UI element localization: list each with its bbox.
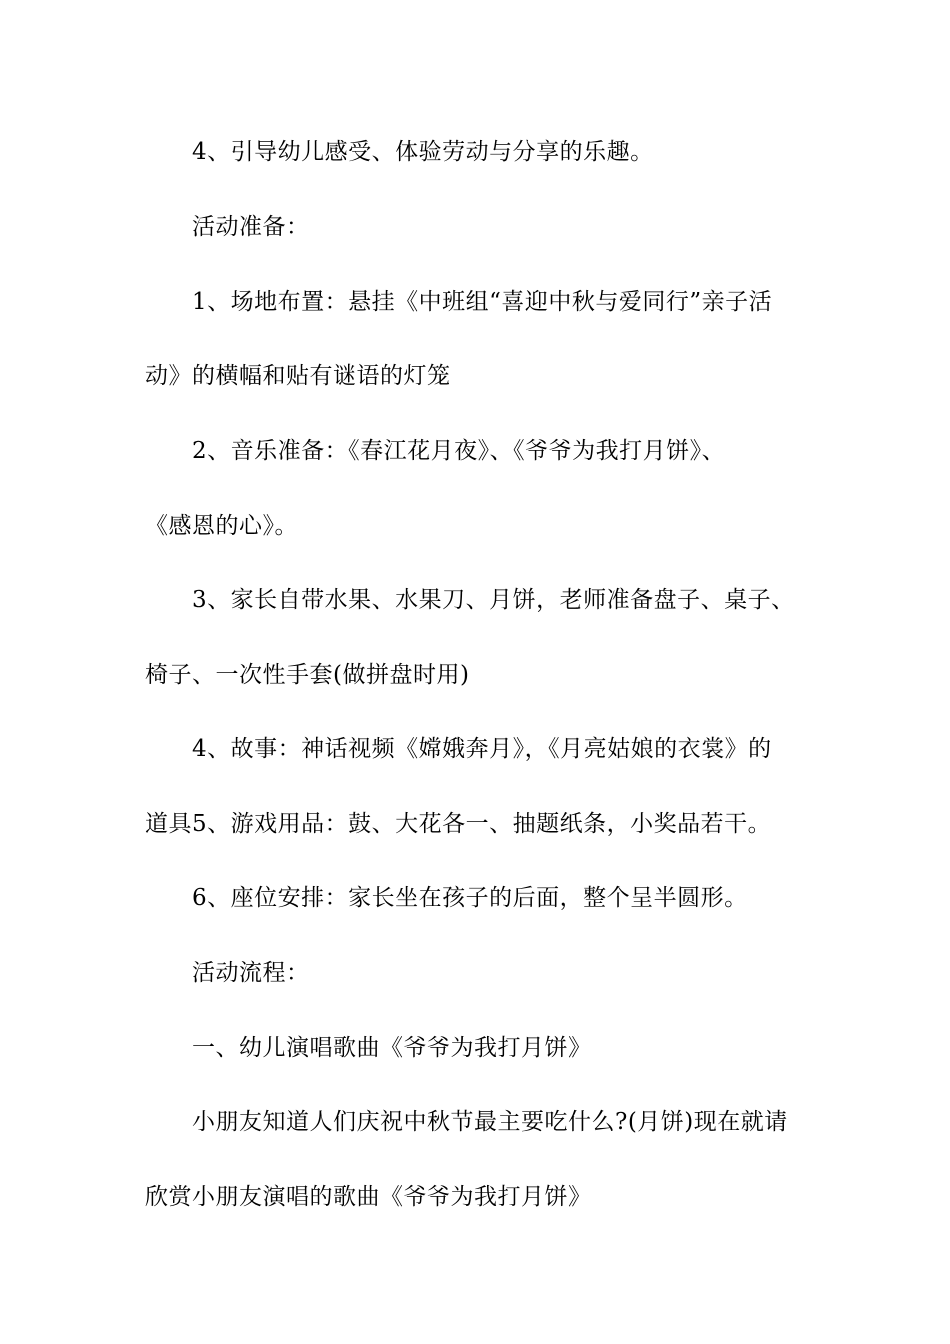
- paragraph-line: 小朋友知道人们庆祝中秋节最主要吃什么?(月饼)现在就请: [192, 1109, 788, 1135]
- section-heading: 活动准备：: [192, 214, 310, 240]
- paragraph-line: 1、场地布置：悬挂《中班组“喜迎中秋与爱同行”亲子活: [192, 289, 773, 315]
- paragraph-line: 4、引导幼儿感受、体验劳动与分享的乐趣。: [192, 139, 654, 165]
- section-heading: 活动流程：: [192, 960, 310, 986]
- paragraph-line: 3、家长自带水果、水果刀、月饼，老师准备盘子、桌子、: [192, 587, 795, 613]
- paragraph-line: 道具5、游戏用品：鼓、大花各一、抽题纸条，小奖品若干。: [145, 811, 772, 837]
- paragraph-line: 6、座位安排：家长坐在孩子的后面，整个呈半圆形。: [192, 885, 748, 911]
- paragraph-line: 《感恩的心》。: [145, 513, 298, 539]
- paragraph-line: 动》的横幅和贴有谜语的灯笼: [145, 363, 451, 389]
- paragraph-line: 椅子、一次性手套(做拼盘时用): [145, 662, 470, 688]
- paragraph-line: 一、幼儿演唱歌曲《爷爷为我打月饼》: [192, 1035, 592, 1061]
- paragraph-line: 4、故事：神话视频《嫦娥奔月》，《月亮姑娘的衣裳》的: [192, 736, 772, 762]
- paragraph-line: 2、音乐准备：《春江花月夜》、《爷爷为我打月饼》、: [192, 438, 726, 464]
- paragraph-line: 欣赏小朋友演唱的歌曲《爷爷为我打月饼》: [145, 1184, 592, 1210]
